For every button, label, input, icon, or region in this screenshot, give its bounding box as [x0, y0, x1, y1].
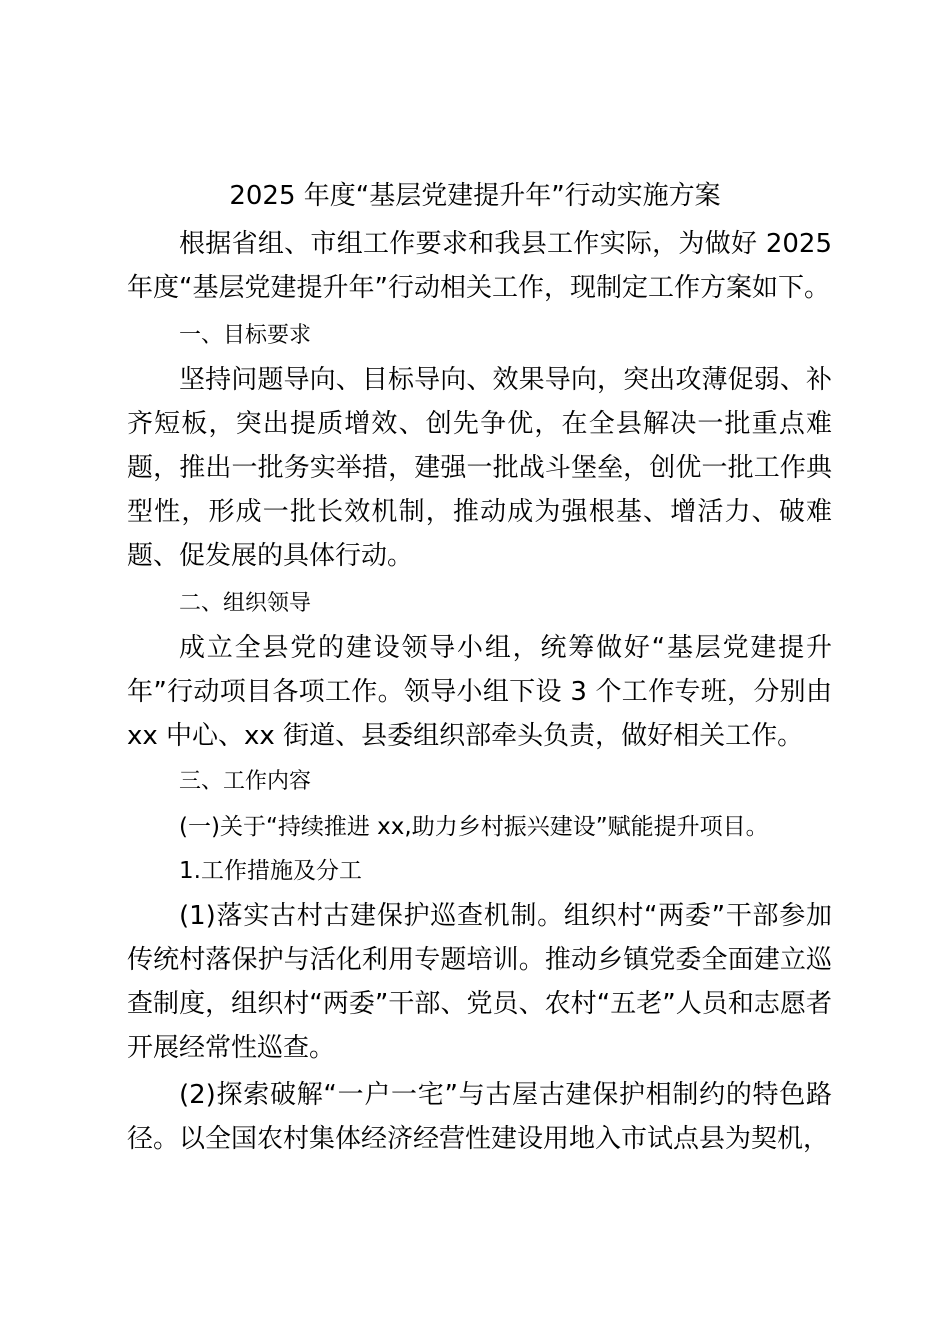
section-heading-leadership: 二、组织领导	[179, 591, 312, 616]
section-goals-paragraph: 坚持问题导向、目标导向、效果导向，突出攻薄促弱、补齐短板，突出提质增效、创先争优，在全县解决一批重点难题，推出一批务实举措，建强一批战斗堡垒，创优一批工作典型性，形成一批长效机制，推动成为强根基、增活力、破难题、促发展的具体行动。	[127, 365, 832, 571]
section-heading-work-content: 三、工作内容	[179, 769, 312, 794]
section-leadership-paragraph: 成立全县党的建设领导小组，统筹做好“基层党建提升年”行动项目各项工作。领导小组下设 3 个工作专班，分别由 xx 中心、xx 街道、县委组织部牵头负责，做好相关工作。	[127, 633, 832, 751]
intro-paragraph: 根据省组、市组工作要求和我县工作实际，为做好 2025 年度“基层党建提升年”行动相关工作，现制定工作方案如下。	[127, 229, 832, 303]
work-item-heading: (一)关于“持续推进 xx,助力乡村振兴建设”赋能提升项目。	[179, 814, 769, 840]
work-measures-heading: 1.工作措施及分工	[179, 858, 362, 884]
document-title: 2025 年度“基层党建提升年”行动实施方案	[229, 181, 721, 211]
measure-paragraph-2: (2)探索破解“一户一宅”与古屋古建保护相制约的特色路径。以全国农村集体经济经营性建设用地入市试点县为契机，	[127, 1080, 832, 1154]
measure-paragraph-1: (1)落实古村古建保护巡查机制。组织村“两委”干部参加传统村落保护与活化利用专题培训。推动乡镇党委全面建立巡查制度，组织村“两委”干部、党员、农村“五老”人员和志愿者开展经常性巡查。	[127, 901, 832, 1063]
section-heading-goals: 一、目标要求	[179, 323, 312, 348]
